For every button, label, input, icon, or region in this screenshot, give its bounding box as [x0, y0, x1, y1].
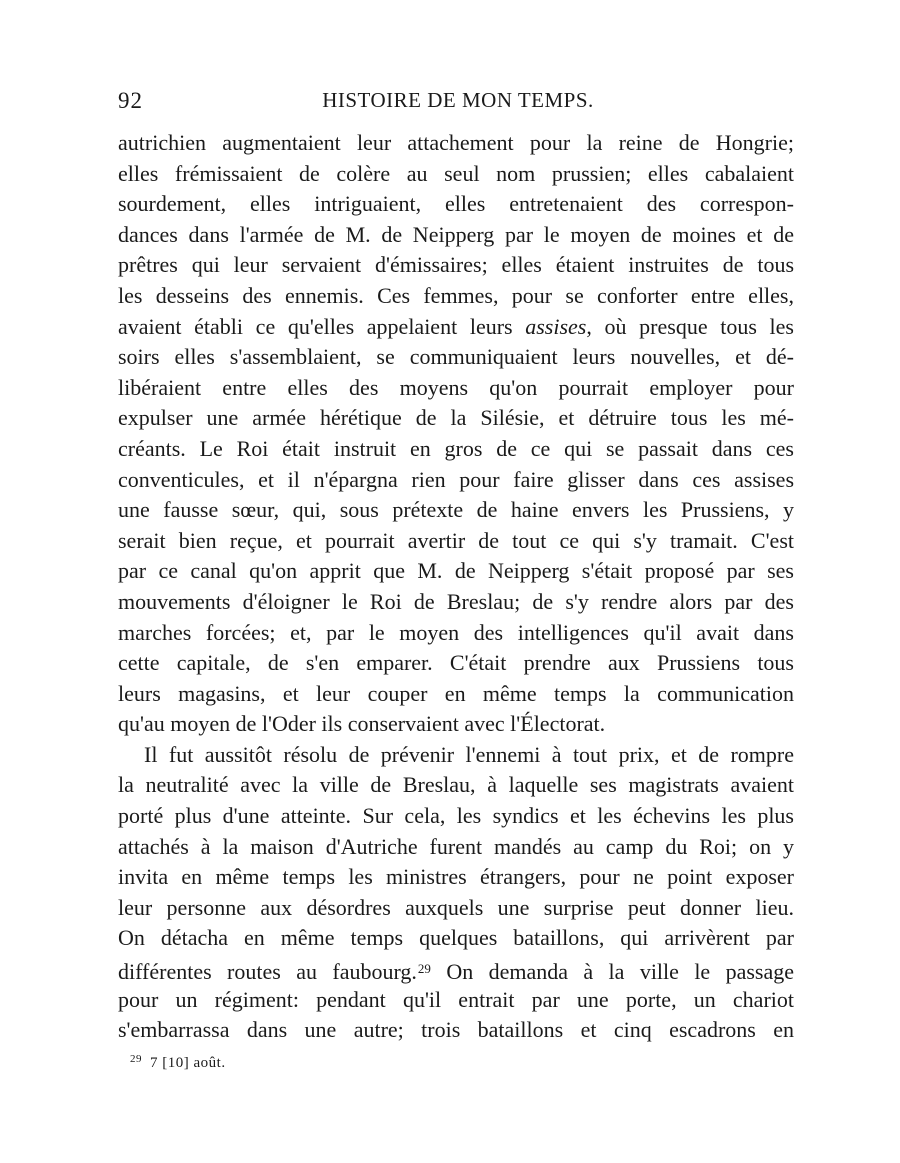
text-line: par ce canal qu'on apprit que M. de Neipperg s'était proposé par ses — [118, 558, 794, 584]
footnote-number: 29 — [130, 1053, 142, 1065]
text-line: dances dans l'armée de M. de Neipperg par le moyen de moines et de — [118, 221, 794, 247]
text-line: qu'au moyen de l'Oder ils conservaient avec l'Électorat. — [118, 711, 606, 737]
text-line: leur personne aux désordres auxquels une surprise peut donner lieu. — [118, 894, 794, 920]
footnotes — [130, 1053, 226, 1072]
footnote — [130, 1053, 226, 1072]
text-line: sourdement, elles intriguaient, elles entretenaient des correspon- — [118, 191, 794, 217]
paragraph-2 — [118, 740, 794, 1046]
text-line: s'embarrassa dans une autre; trois bataillons et cinq escadrons en — [118, 1017, 794, 1043]
text-line: invita en même temps les ministres étrangers, pour ne point exposer — [118, 864, 794, 890]
text-segment: différentes routes au faubourg. — [118, 959, 417, 985]
body-text — [118, 128, 794, 1046]
text-line: expulser une armée hérétique de la Silésie, et détruire tous les mé- — [118, 405, 794, 431]
text-line: pour un régiment: pendant qu'il entrait par une porte, un chariot — [118, 986, 794, 1012]
running-title: HISTOIRE DE MON TEMPS. — [322, 88, 594, 112]
text-line: avaient établi ce qu'elles appelaient leurs assises, où presque tous les — [118, 313, 794, 339]
text-line: la neutralité avec la ville de Breslau, à laquelle ses magistrats avaient — [118, 772, 794, 798]
text-line: conventicules, et il n'épargna rien pour faire glisser dans ces assises — [118, 466, 794, 492]
footnote-reference: 29 — [417, 961, 431, 977]
page-number: 92 — [118, 88, 143, 113]
text-line: elles frémissaient de colère au seul nom prussien; elles cabalaient — [118, 160, 794, 186]
emphasis: assises — [525, 313, 587, 339]
text-line: prêtres qui leur servaient d'émissaires; elles étaient instruites de tous — [118, 252, 794, 278]
text-line: une fausse sœur, qui, sous prétexte de haine envers les Prussiens, y — [118, 497, 794, 523]
text-line: les desseins des ennemis. Ces femmes, pour se conforter entre elles, — [118, 282, 794, 308]
text-line: marches forcées; et, par le moyen des intelligences qu'il avait dans — [118, 619, 794, 645]
text-line: libéraient entre elles des moyens qu'on pourrait employer pour — [118, 374, 794, 400]
page-header — [118, 88, 798, 118]
text-line: soirs elles s'assemblaient, se communiquaient leurs nouvelles, et dé- — [118, 344, 794, 370]
text-line: serait bien reçue, et pourrait avertir de tout ce qui s'y tramait. C'est — [118, 527, 794, 553]
paragraph-1 — [118, 128, 794, 740]
text-line: On détacha en même temps quelques bataillons, qui arrivèrent par — [118, 925, 794, 951]
footnote-text: 7 [10] août. — [150, 1055, 226, 1071]
text-line: porté plus d'une atteinte. Sur cela, les syndics et les échevins les plus — [118, 803, 794, 829]
text-line: leurs magasins, et leur couper en même temps la communication — [118, 680, 794, 706]
text-line: créants. Le Roi était instruit en gros de ce qui se passait dans ces — [118, 435, 794, 461]
text-line: attachés à la maison d'Autriche furent mandés au camp du Roi; on y — [118, 833, 794, 859]
text-segment: On demanda à la ville le passage — [446, 959, 795, 985]
text-line: cette capitale, de s'en emparer. C'était prendre aux Prussiens tous — [118, 650, 794, 676]
text-line-with-footnote — [118, 954, 794, 985]
text-line: autrichien augmentaient leur attachement pour la reine de Hongrie; — [118, 130, 794, 155]
text-line: mouvements d'éloigner le Roi de Breslau; de s'y rendre alors par des — [118, 588, 794, 614]
text-line: Il fut aussitôt résolu de prévenir l'ennemi à tout prix, et de rompre — [144, 741, 794, 767]
